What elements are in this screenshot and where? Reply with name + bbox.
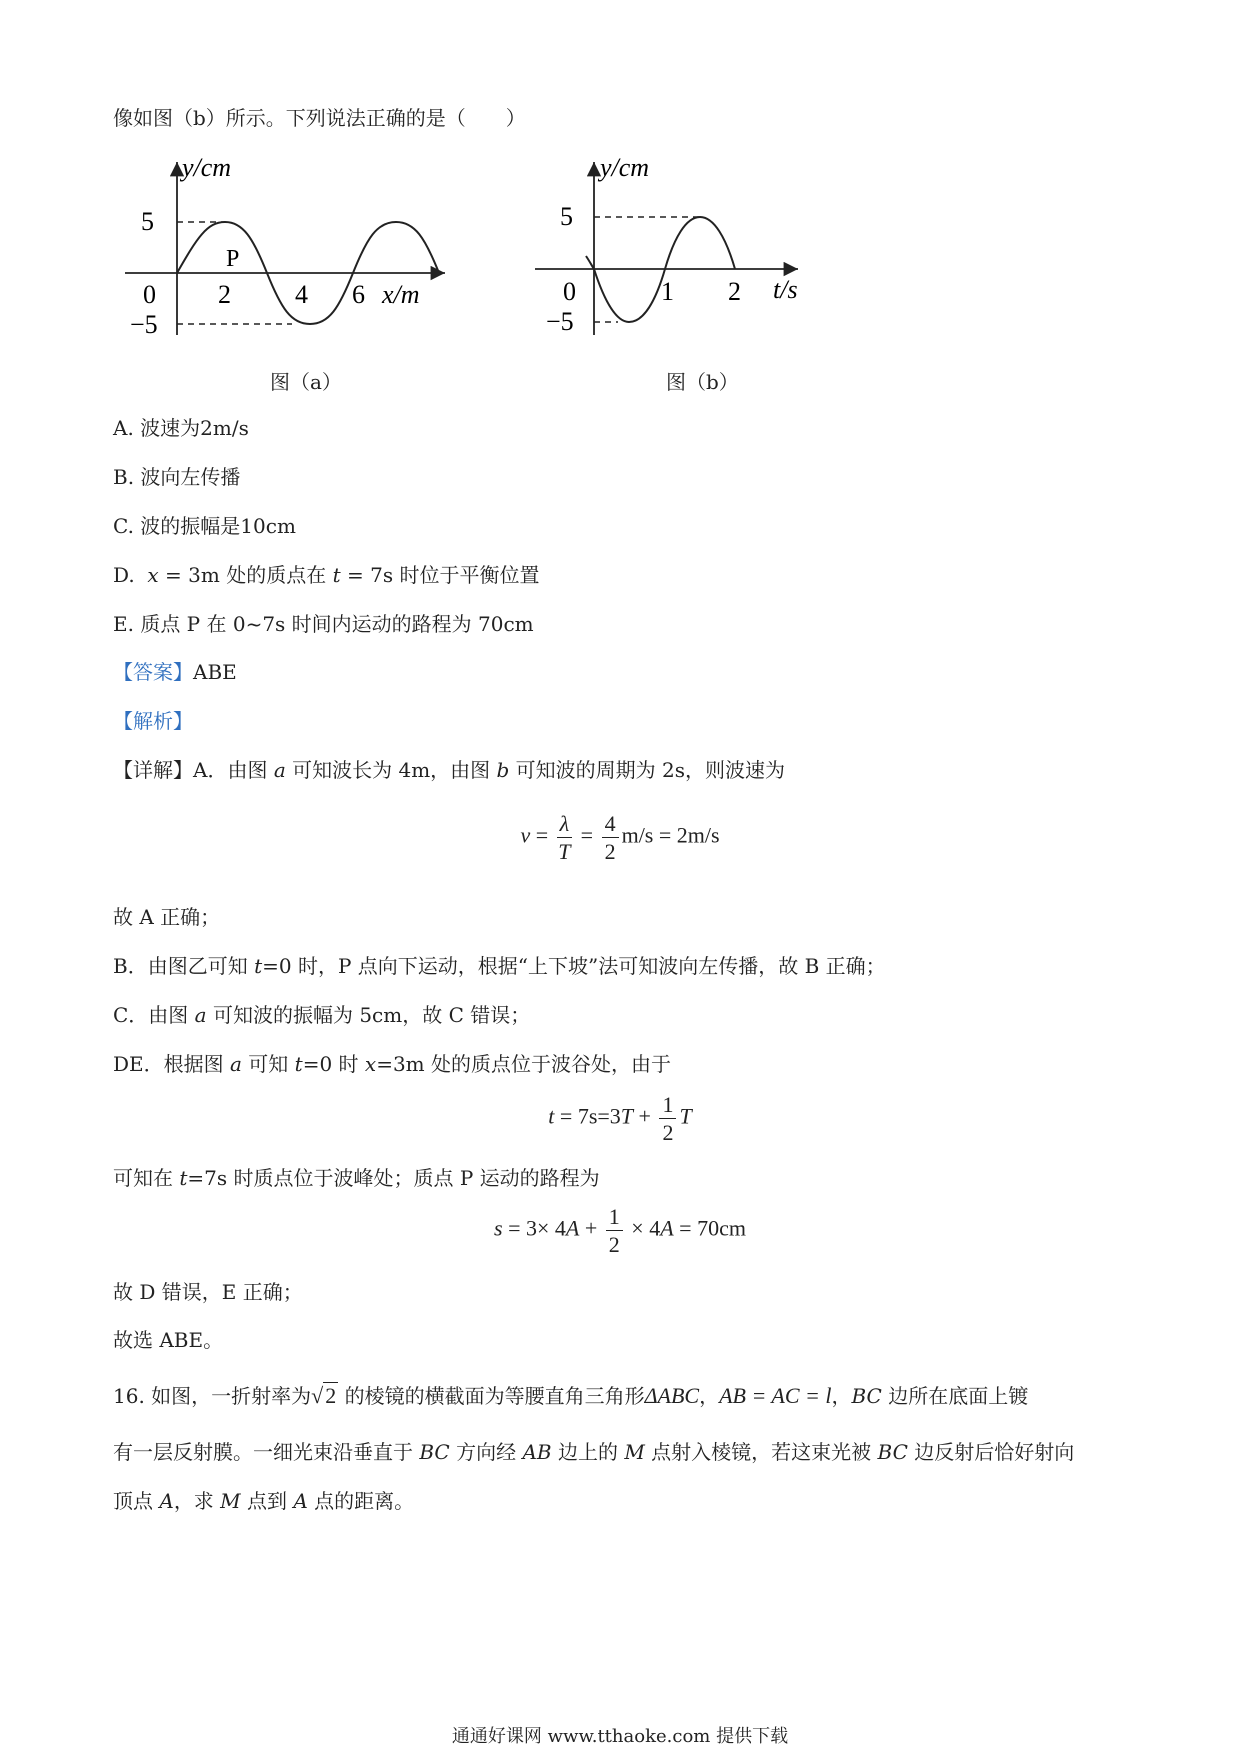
option-a: A. 波速为2m/s	[113, 416, 249, 440]
option-b: B. 波向左传播	[113, 465, 241, 489]
fig-b-tick-0: 0	[563, 277, 576, 306]
detail-c-line: C．由图 a 可知波的振幅为 5cm，故 C 错误；	[113, 1003, 531, 1027]
option-c: C. 波的振幅是10cm	[113, 514, 296, 538]
fig-b-tick-m5: −5	[546, 307, 574, 336]
fig-b-tick-1: 1	[661, 277, 674, 306]
fig-a-tick-6: 6	[352, 280, 365, 309]
detail-b-line: B．由图乙可知 t=0 时，P 点向下运动，根据“上下坡”法可知波向左传播，故 B 正确；	[113, 954, 886, 978]
detail-a-conclusion: 故 A 正确；	[113, 905, 221, 929]
fig-a-tick-2: 2	[218, 280, 231, 309]
option-e: E. 质点 P 在 0~7s 时间内运动的路程为 70cm	[113, 612, 534, 636]
fig-a-x-label: x/m	[382, 280, 420, 309]
detail-peak-line: 可知在 t=7s 时质点位于波峰处；质点 P 运动的路程为	[113, 1166, 600, 1190]
figure-b-graph	[530, 150, 830, 340]
equation-time: t = 7s=3T + $\frac{1}{2}$ T	[548, 1092, 692, 1146]
figure-b-caption: 图（b）	[666, 370, 739, 394]
equation-wave-speed: v = $\frac{\lambda}{T}$ = $\frac{4}{2}$ m/s = 2m/s	[520, 811, 720, 865]
detail-de-line: DE．根据图 a 可知 t=0 时 x=3m 处的质点位于波谷处，由于	[113, 1052, 671, 1076]
fig-b-tick-2: 2	[728, 277, 741, 306]
fig-a-point-label: P	[226, 246, 240, 272]
equation-distance: s = 3× 4A + $\frac{1}{2}$ × 4A = 70cm	[494, 1204, 746, 1258]
fig-a-tick-0: 0	[143, 280, 156, 309]
question-16-line-2: 有一层反射膜。一细光束沿垂直于 BC 方向经 AB 边上的 M 点射入棱镜，若这束光被 BC 边反射后恰好射向	[113, 1440, 1075, 1464]
detail-a-line: 【详解】A．由图 a 可知波长为 4m，由图 b 可知波的周期为 2s，则波速为	[113, 758, 786, 782]
option-d: D. x = 3m 处的质点在 t = 7s 时位于平衡位置	[113, 563, 540, 587]
sqrt-symbol: √2	[311, 1383, 337, 1408]
analysis-heading: 【解析】	[113, 709, 193, 733]
intro-text: 像如图（b）所示。下列说法正确的是（ ）	[113, 106, 526, 130]
fig-a-y-label: y/cm	[182, 153, 232, 182]
footer-text: 通通好课网 www.tthaoke.com 提供下载	[451, 1726, 789, 1747]
fig-a-tick-5: 5	[141, 207, 154, 236]
figure-a-caption: 图（a）	[270, 370, 342, 394]
question-16-line-1: 16. 如图，一折射率为√2 的棱镜的横截面为等腰直角三角形ΔABC，AB = AC = l，BC 边所在底面上镀	[113, 1383, 1029, 1408]
question-16-line-3: 顶点 A，求 M 点到 A 点的距离。	[113, 1489, 415, 1513]
fig-a-tick-4: 4	[295, 280, 308, 309]
figure-a-graph	[120, 150, 450, 340]
fig-b-y-label: y/cm	[600, 153, 650, 182]
answer-bracket: 【答案】	[113, 660, 193, 684]
fig-b-x-label: t/s	[773, 275, 798, 304]
detail-de-conclusion: 故 D 错误，E 正确；	[113, 1280, 303, 1304]
fig-b-tick-5: 5	[560, 202, 573, 231]
fig-a-tick-m5: −5	[130, 310, 158, 339]
answer-line	[113, 662, 237, 682]
answer-text: ABE	[193, 660, 237, 684]
final-choice: 故选 ABE。	[113, 1328, 224, 1352]
